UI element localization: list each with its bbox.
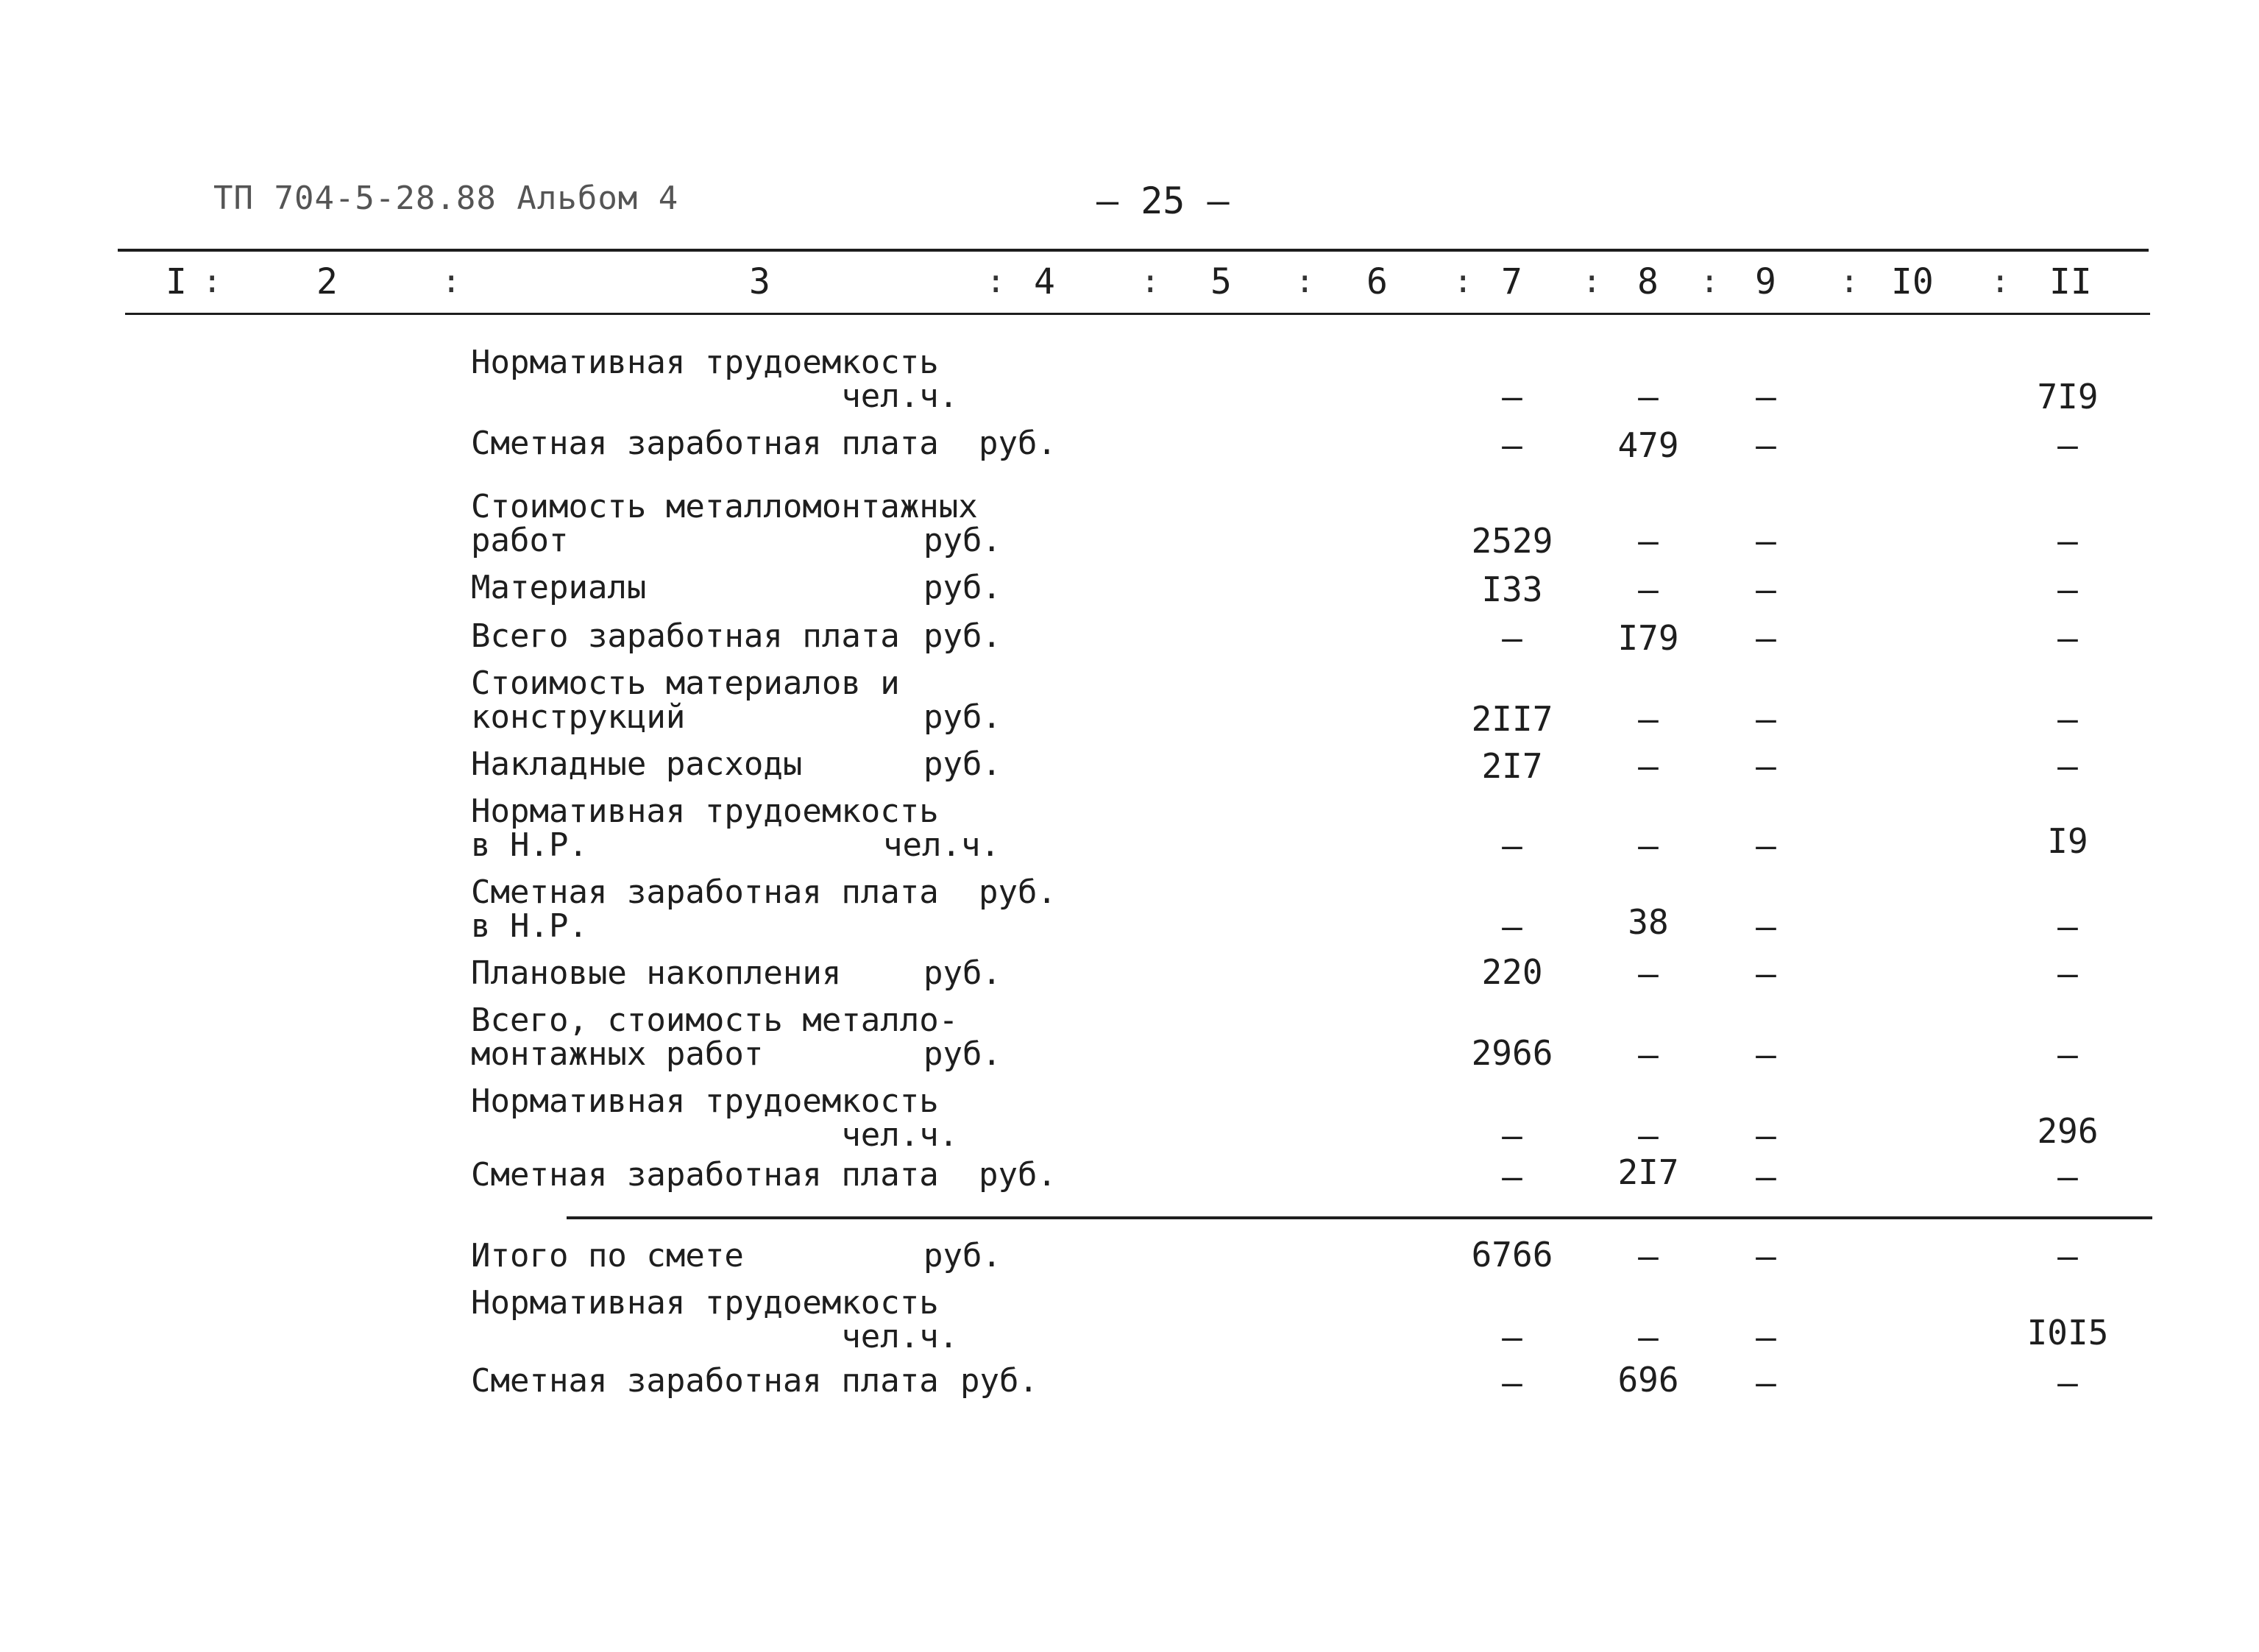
row-label: Стоимость материалов и конструкций	[471, 664, 900, 736]
cell-col7: 2I7	[1481, 746, 1543, 786]
col-header-10: I0	[1891, 261, 1934, 302]
cell-col9: –	[1756, 1116, 1776, 1155]
cell-col7: –	[1502, 1116, 1522, 1155]
row-label: Материалы	[471, 569, 647, 606]
page-number: – 25 –	[1096, 180, 1230, 222]
col-separator: :	[1295, 263, 1315, 300]
row-label: Всего, стоимость металло- монтажных работ	[471, 1002, 959, 1073]
cell-col8: –	[1638, 826, 1659, 865]
row-unit: руб.	[923, 698, 1001, 736]
row-unit: руб.	[960, 1362, 1038, 1400]
total-separator-rule	[567, 1216, 2152, 1219]
cell-col9: –	[1756, 1236, 1776, 1276]
cell-col8: –	[1638, 746, 1659, 786]
cell-col7: –	[1502, 826, 1522, 865]
cell-col7: –	[1502, 618, 1522, 658]
col-separator: :	[1990, 263, 2010, 300]
cell-col11: –	[2057, 618, 2078, 658]
col-header-7: 7	[1501, 261, 1522, 302]
row-unit: руб.	[923, 1035, 1001, 1073]
col-header-9: 9	[1755, 261, 1776, 302]
cell-col9: –	[1756, 521, 1776, 561]
col-separator: :	[1453, 263, 1473, 300]
row-label: Итого по смете	[471, 1237, 744, 1275]
cell-col11: 296	[2037, 1111, 2099, 1151]
cell-col8: –	[1638, 1035, 1659, 1074]
table-top-rule	[118, 249, 2149, 252]
row-label: Сметная заработная плата	[471, 1362, 939, 1400]
col-header-6: 6	[1366, 261, 1388, 302]
col-header-5: 5	[1210, 261, 1232, 302]
cell-col8: –	[1638, 954, 1659, 993]
cell-col8: –	[1638, 1116, 1659, 1155]
cell-col8: I79	[1617, 618, 1679, 658]
cell-col11: –	[2057, 521, 2078, 561]
cell-col8: –	[1638, 699, 1659, 739]
cell-col9: –	[1756, 425, 1776, 465]
cell-col11: –	[2057, 907, 2078, 946]
row-unit: чел.ч.	[883, 826, 1000, 864]
row-label: Сметная заработная плата	[471, 425, 939, 462]
col-separator: :	[986, 263, 1006, 300]
cell-col11: –	[2057, 1363, 2078, 1403]
cell-col7: –	[1502, 377, 1522, 416]
cell-col9: –	[1756, 1317, 1776, 1357]
cell-col9: –	[1756, 570, 1776, 609]
row-label: Нормативная трудоемкость чел.ч.	[471, 1284, 959, 1355]
cell-col9: –	[1756, 826, 1776, 865]
cell-col11: –	[2057, 699, 2078, 739]
cell-col11: 7I9	[2037, 377, 2099, 416]
cell-col9: –	[1756, 618, 1776, 658]
cell-col9: –	[1756, 907, 1776, 946]
row-label: Нормативная трудоемкость в Н.Р.	[471, 793, 939, 864]
col-separator: :	[1141, 263, 1160, 300]
cell-col9: –	[1756, 699, 1776, 739]
cell-col7: –	[1502, 1157, 1522, 1197]
cell-col8: –	[1638, 377, 1659, 416]
cell-col7: 2966	[1471, 1033, 1553, 1073]
cell-col8: –	[1638, 521, 1659, 561]
row-unit: руб.	[923, 954, 1001, 992]
cell-col9: –	[1756, 377, 1776, 416]
row-label: Сметная заработная плата в Н.Р.	[471, 873, 939, 945]
col-separator: :	[202, 263, 222, 300]
row-unit: руб.	[923, 569, 1001, 606]
cell-col11: –	[2057, 1035, 2078, 1074]
cell-col11: –	[2057, 570, 2078, 609]
col-header-1: I	[166, 261, 187, 302]
col-header-11: II	[2049, 261, 2092, 302]
table-header-rule	[125, 313, 2150, 315]
row-label: Нормативная трудоемкость чел.ч.	[471, 1082, 959, 1154]
row-label: Стоимость металломонтажных работ	[471, 488, 978, 559]
row-unit: руб.	[923, 522, 1001, 559]
cell-col11: –	[2057, 1157, 2078, 1197]
cell-col7: –	[1502, 1363, 1522, 1403]
row-label: Нормативная трудоемкость чел.ч.	[471, 344, 959, 415]
col-header-4: 4	[1034, 261, 1055, 302]
cell-col7: –	[1502, 1317, 1522, 1357]
cell-col7: 2529	[1471, 521, 1553, 561]
cell-col11: –	[2057, 1236, 2078, 1276]
col-header-2: 2	[316, 261, 338, 302]
cell-col7: –	[1502, 907, 1522, 946]
cell-col8: 38	[1628, 902, 1669, 942]
document-reference: ТП 704-5-28.88 Альбом 4	[213, 180, 679, 217]
row-label: Сметная заработная плата	[471, 1156, 939, 1194]
cell-col9: –	[1756, 1157, 1776, 1197]
cell-col11: –	[2057, 746, 2078, 786]
row-unit: руб.	[923, 617, 1001, 655]
row-label: Всего заработная плата	[471, 617, 900, 655]
cell-col8: 2I7	[1617, 1152, 1679, 1192]
cell-col8: –	[1638, 570, 1659, 609]
cell-col7: 220	[1481, 952, 1543, 992]
row-unit: руб.	[979, 873, 1057, 911]
row-unit: руб.	[923, 745, 1001, 783]
col-separator: :	[1700, 263, 1720, 300]
row-label: Плановые накопления	[471, 954, 842, 992]
row-unit: руб.	[979, 425, 1057, 462]
cell-col7: 6766	[1471, 1235, 1553, 1275]
cell-col11: I9	[2047, 821, 2088, 861]
cell-col9: –	[1756, 954, 1776, 993]
cell-col9: –	[1756, 1035, 1776, 1074]
cell-col7: 2II7	[1471, 699, 1553, 739]
row-unit: руб.	[979, 1156, 1057, 1194]
col-header-8: 8	[1637, 261, 1659, 302]
cell-col9: –	[1756, 1363, 1776, 1403]
cell-col11: I0I5	[2026, 1313, 2109, 1353]
cell-col11: –	[2057, 425, 2078, 465]
col-separator: :	[441, 263, 461, 300]
cell-col8: –	[1638, 1236, 1659, 1276]
row-unit: руб.	[923, 1237, 1001, 1275]
cell-col8: 479	[1617, 425, 1679, 465]
cell-col9: –	[1756, 746, 1776, 786]
col-separator: :	[1840, 263, 1859, 300]
cell-col7: I33	[1481, 570, 1543, 609]
cell-col7: –	[1502, 425, 1522, 465]
row-label: Накладные расходы	[471, 745, 803, 783]
cell-col11: –	[2057, 954, 2078, 993]
col-header-3: 3	[749, 261, 770, 302]
cell-col8: –	[1638, 1317, 1659, 1357]
col-separator: :	[1582, 263, 1602, 300]
cell-col8: 696	[1617, 1360, 1679, 1400]
